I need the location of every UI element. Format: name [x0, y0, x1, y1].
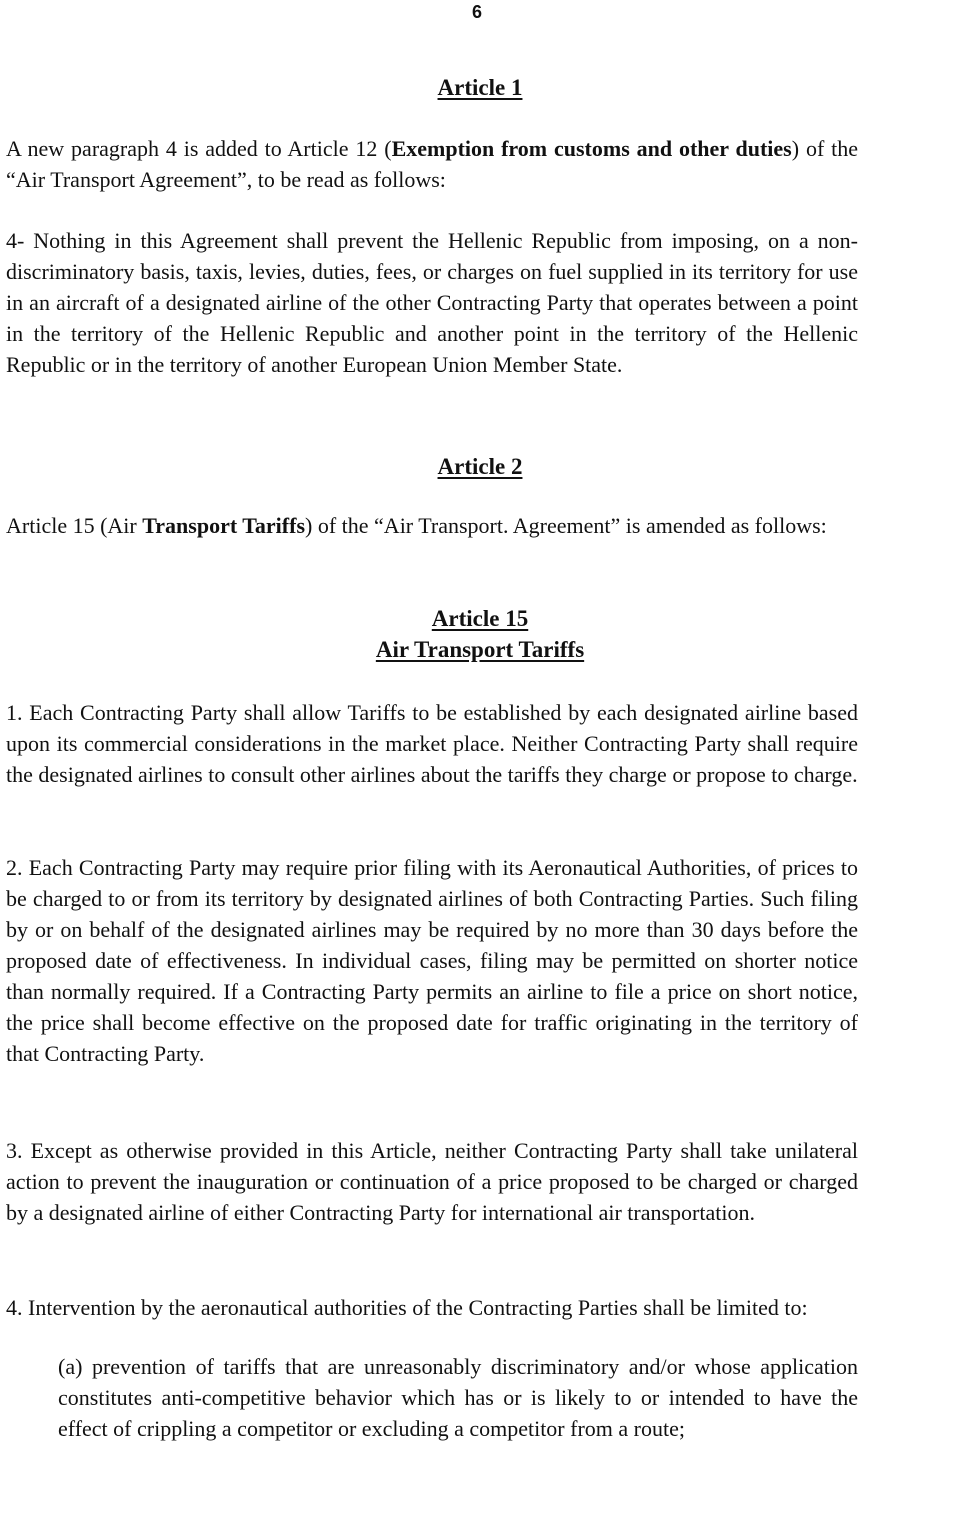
- article-15-subheading: Air Transport Tariffs: [375, 637, 585, 662]
- article-1-intro-bold: Exemption from customs and other duties: [391, 136, 792, 161]
- article-2-intro-text: Article 15 (Air: [6, 513, 143, 538]
- article-1-clause-4: 4- Nothing in this Agreement shall prevent the Hellenic Republic from imposing, on a non-discriminatory basis, taxis, levies, duties, fees, or charges on fuel supplied in its territory for use in an aircraft of a designated airline of the other Contracting Party that operates between a point in the territory of the Hellenic Republic and another point in the territory of the Hellenic Republic or in the territory of another European Union Member State.: [6, 228, 858, 377]
- article-1-intro-text: A new paragraph 4 is added to Article 12 (: [6, 136, 392, 161]
- article-1-heading: Article 1: [437, 75, 523, 100]
- article-1-intro-text-end: ) of the “Air Transport Agreement”, to be read as follows:: [6, 136, 859, 192]
- article-2-intro-bold: Transport Tariffs: [142, 513, 306, 538]
- article-15-paragraph-4: 4. Intervention by the aeronautical authorities of the Contracting Parties shall be limited to:: [6, 1295, 808, 1320]
- article-2-intro: [6, 510, 858, 541]
- article-15-paragraph-4a: (a) prevention of tariffs that are unreasonably discriminatory and/or whose application constitutes anti-competitive behavior which has or is likely to or intended to have the effect of crippling a competitor or excluding a competitor from a route;: [58, 1354, 858, 1441]
- article-2-heading: Article 2: [437, 454, 523, 479]
- article-2-intro-text-end: ) of the “Air Transport. Agreement” is amended as follows:: [305, 513, 827, 538]
- article-1-intro: [6, 133, 858, 195]
- article-15-paragraph-1: 1. Each Contracting Party shall allow Tariffs to be established by each designated airline based upon its commercial considerations in the market place. Neither Contracting Party shall require the designated airlines to consult other airlines about the tariffs they charge or propose to charge.: [6, 700, 858, 787]
- article-15-heading: Article 15: [431, 606, 529, 631]
- article-15-paragraph-3: 3. Except as otherwise provided in this Article, neither Contracting Party shall take unilateral action to prevent the inauguration or continuation of a price proposed to be charged or charged by a designated airline of either Contracting Party for international air transportation.: [6, 1138, 858, 1225]
- page-number: 6: [471, 2, 482, 22]
- article-15-paragraph-2: 2. Each Contracting Party may require prior filing with its Aeronautical Authorities, of prices to be charged to or from its territory by designated airlines of both Contracting Parties. Such filing by or on behalf of the designated airlines may be required by no more than 30 days before the proposed date of effectiveness. In individual cases, filing may be permitted on shorter notice than normally required. If a Contracting Party permits an airline to file a price on short notice, the price shall become effective on the proposed date for traffic originating in the territory of that Contracting Party.: [6, 855, 858, 1066]
